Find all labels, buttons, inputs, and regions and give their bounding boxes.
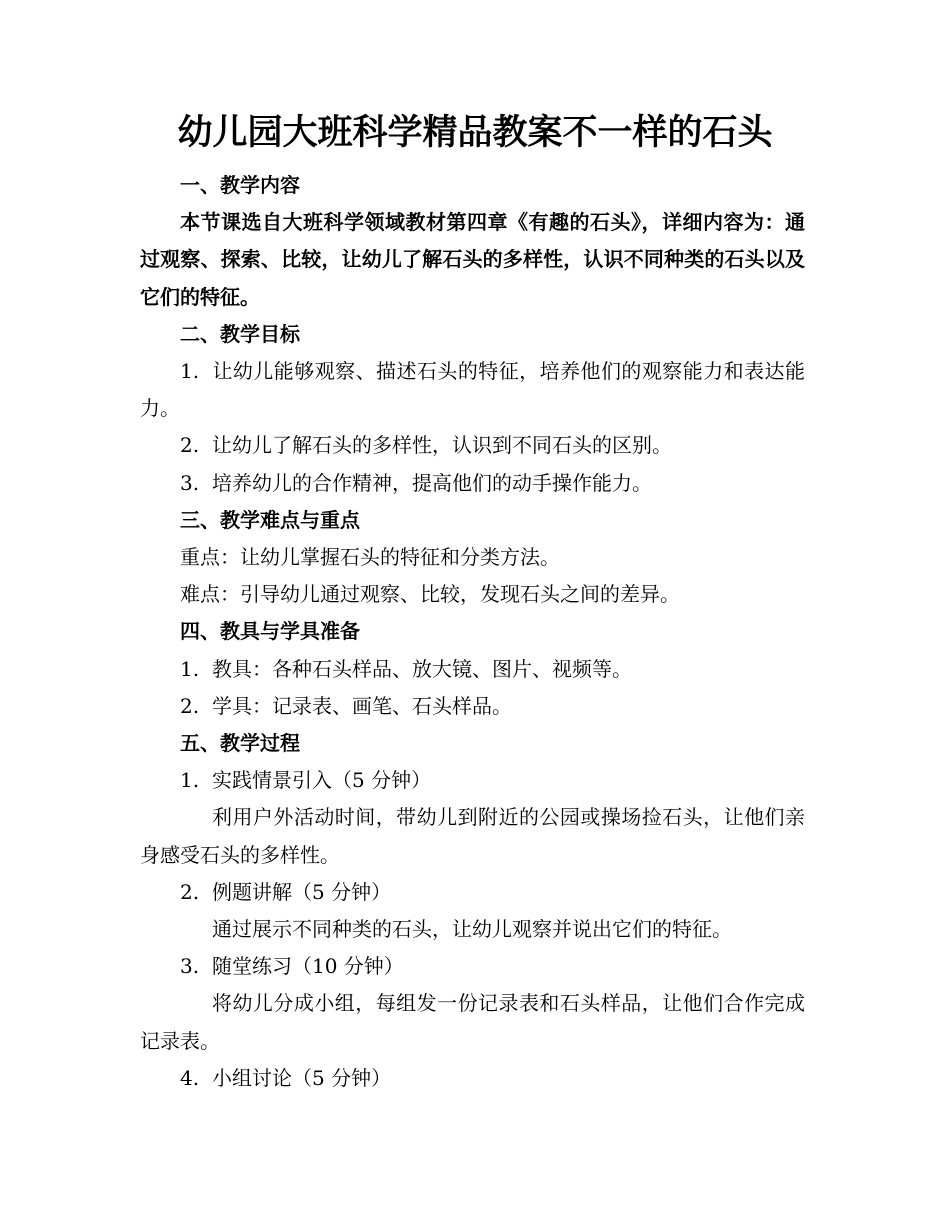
list-item-number: 2. bbox=[180, 433, 200, 458]
list-item bbox=[140, 762, 805, 799]
list-item bbox=[140, 353, 805, 427]
list-item-text: 让幼儿了解石头的多样性，认识到不同石头的区别。 bbox=[212, 433, 672, 458]
list-item-text: 让幼儿能够观察、描述石头的特征，培养他们的观察能力和表达能力。 bbox=[140, 359, 805, 421]
list-item bbox=[140, 465, 805, 502]
list-item-number: 1. bbox=[180, 768, 200, 793]
list-item-number: 1. bbox=[180, 359, 200, 384]
list-item-number: 1. bbox=[180, 656, 200, 681]
section-heading-4: 四、教具与学具准备 bbox=[180, 619, 360, 644]
section-heading-5: 五、教学过程 bbox=[180, 731, 300, 756]
document-title: 幼儿园大班科学精品教案不一样的石头 bbox=[177, 112, 773, 153]
sub-paragraph: 将幼儿分成小组，每组发一份记录表和石头样品，让他们合作完成记录表。 bbox=[140, 991, 805, 1053]
sub-paragraph: 利用户外活动时间，带幼儿到附近的公园或操场捡石头，让他们亲身感受石头的多样性。 bbox=[140, 805, 805, 867]
list-item-text: 教具：各种石头样品、放大镜、图片、视频等。 bbox=[212, 656, 632, 681]
list-item bbox=[140, 651, 805, 688]
list-item bbox=[140, 427, 805, 464]
list-item bbox=[140, 874, 805, 911]
sub-paragraph: 通过展示不同种类的石头，让幼儿观察并说出它们的特征。 bbox=[212, 917, 732, 942]
section-heading-3: 三、教学难点与重点 bbox=[180, 507, 360, 532]
list-item bbox=[140, 948, 805, 985]
list-item-text: 培养幼儿的合作精神，提高他们的动手操作能力。 bbox=[212, 470, 652, 495]
list-item-number: 3. bbox=[180, 954, 200, 979]
list-item-text: 小组讨论（5 分钟） bbox=[212, 1065, 392, 1090]
list-item-number: 2. bbox=[180, 879, 200, 904]
section-heading-1: 一、教学内容 bbox=[180, 173, 300, 197]
list-item-text: 学具：记录表、画笔、石头样品。 bbox=[212, 693, 512, 718]
document-body bbox=[140, 167, 805, 1097]
list-item-text: 例题讲解（5 分钟） bbox=[212, 879, 392, 904]
content-paragraph: 本节课选自大班科学领域教材第四章《有趣的石头》，详细内容为：通过观察、探索、比较，让幼儿了解石头的多样性，认识不同种类的石头以及它们的特征。 bbox=[140, 210, 805, 309]
list-item-number: 3. bbox=[180, 470, 200, 495]
list-item-text: 随堂练习（10 分钟） bbox=[212, 954, 404, 979]
section-heading-2: 二、教学目标 bbox=[180, 321, 300, 346]
list-item bbox=[140, 688, 805, 725]
list-item-number: 2. bbox=[180, 693, 200, 718]
difficult-point-paragraph: 难点：引导幼儿通过观察、比较，发现石头之间的差异。 bbox=[180, 582, 680, 607]
list-item-text: 实践情景引入（5 分钟） bbox=[212, 768, 432, 793]
list-item-number: 4. bbox=[180, 1065, 200, 1090]
key-point-paragraph: 重点：让幼儿掌握石头的特征和分类方法。 bbox=[180, 545, 560, 570]
list-item bbox=[140, 1060, 805, 1097]
